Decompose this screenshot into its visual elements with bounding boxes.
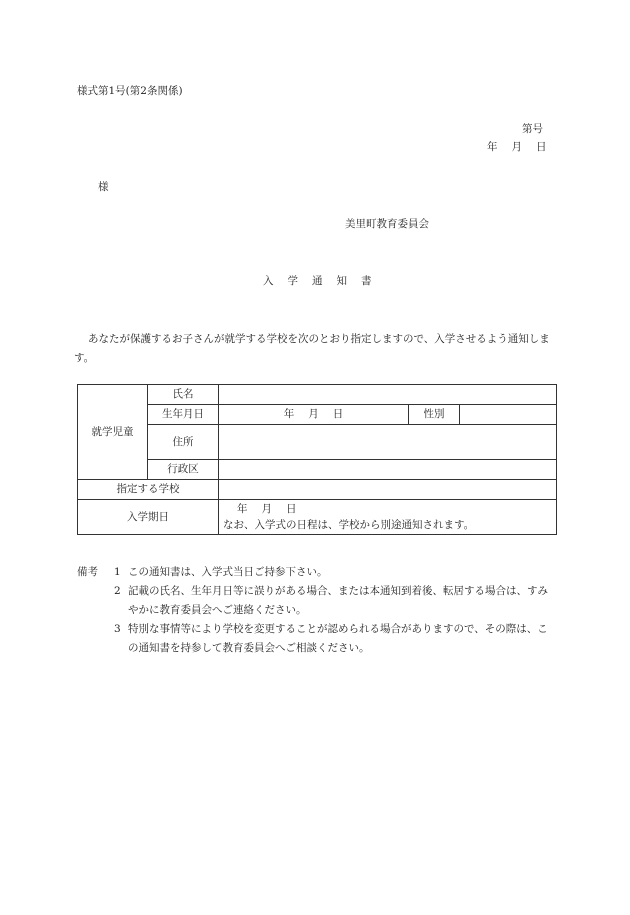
- birth-field: [219, 405, 409, 425]
- issue-date: [487, 141, 547, 154]
- issue-date-month: 月: [511, 141, 522, 153]
- note-number: 2: [114, 585, 121, 597]
- school-field: [219, 480, 557, 500]
- document-number-label: 第号: [522, 123, 543, 135]
- title-char: 通: [312, 275, 323, 287]
- title-char: 入: [263, 275, 274, 287]
- issue-date-year: 年: [487, 141, 498, 153]
- birth-month: 月: [308, 408, 319, 421]
- title-char: 書: [361, 275, 372, 287]
- notes-lead: 備考: [77, 566, 98, 578]
- issuer: 美里町教育委員会: [345, 218, 429, 230]
- gender-label: 性別: [409, 405, 460, 425]
- entry-day: 日: [286, 503, 297, 515]
- birth-label: 生年月日: [148, 405, 219, 425]
- notes: [77, 563, 558, 658]
- title-char: 学: [287, 275, 298, 287]
- entry-field: [219, 500, 557, 535]
- addressee: 様: [98, 181, 109, 193]
- name-field: [219, 385, 557, 405]
- note-text: 記載の氏名、生年月日等に誤りがある場合、または本通知到着後、転居する場合は、すみやかに教育委員会へご連絡ください。: [128, 585, 548, 616]
- entry-year: 年: [237, 503, 248, 515]
- district-label: 行政区: [148, 460, 219, 480]
- entry-label: 入学期日: [78, 500, 219, 535]
- birth-year: 年: [283, 408, 295, 421]
- entry-month: 月: [261, 503, 272, 515]
- body-text: あなたが保護するお子さんが就学する学校を次のとおり指定しますので、入学させるよう通知します。: [74, 333, 550, 364]
- birth-day: 日: [332, 408, 344, 421]
- name-label: 氏名: [148, 385, 219, 405]
- document-title: [263, 275, 372, 288]
- school-label: 指定する学校: [78, 480, 219, 500]
- info-table: [77, 384, 557, 535]
- title-char: 知: [336, 275, 347, 287]
- note-number: 1: [114, 566, 121, 578]
- note-text: 特別な事情等により学校を変更することが認められる場合がありますので、その際は、この通知書を持参して教育委員会へご相談ください。: [128, 623, 548, 654]
- child-group-label: 就学児童: [78, 385, 148, 480]
- gender-field: [460, 405, 557, 425]
- form-code: 様式第1号(第2条関係): [77, 85, 183, 97]
- address-label: 住所: [148, 425, 219, 460]
- note-text: この通知書は、入学式当日ご持参下さい。: [128, 566, 328, 578]
- entry-note: なお、入学式の日程は、学校から別途通知されます。: [223, 519, 475, 531]
- issue-date-day: 日: [536, 141, 547, 153]
- district-field: [219, 460, 557, 480]
- address-field: [219, 425, 557, 460]
- note-number: 3: [114, 623, 121, 635]
